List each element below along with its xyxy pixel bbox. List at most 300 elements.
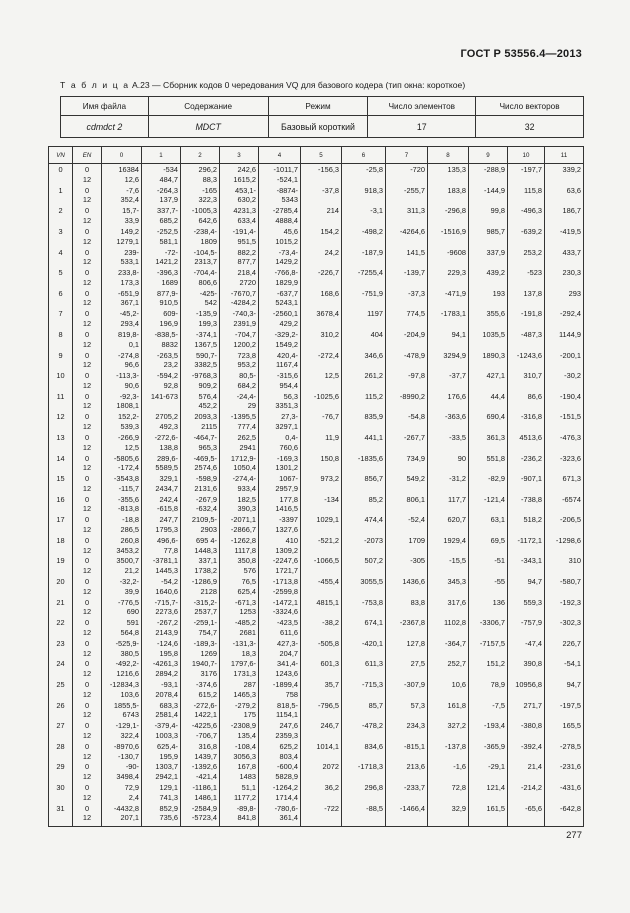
table-cell: -766,8- <box>259 267 301 278</box>
table-cell: -1392,6 <box>181 761 220 772</box>
table-cell: -307,9 <box>386 679 428 690</box>
table-cell: 176,6 <box>428 391 469 402</box>
table-row <box>49 761 584 772</box>
table-cell: -1264,2 <box>259 782 301 793</box>
table-cell <box>386 319 428 329</box>
table-row <box>49 587 584 597</box>
element-number-cell: 0 <box>73 391 102 402</box>
table-row <box>49 443 584 453</box>
table-cell: 2941 <box>220 443 259 453</box>
table-cell: -343,1 <box>508 555 545 566</box>
vector-number-cell: 14 <box>49 452 73 463</box>
vector-number-cell <box>49 669 73 679</box>
table-cell: 355,6 <box>469 308 508 319</box>
table-cell: 601,3 <box>301 658 342 669</box>
table-cell: 1615,2 <box>220 175 259 185</box>
table-cell: 0,1 <box>102 340 142 350</box>
table-cell: 361,4 <box>259 813 301 826</box>
table-cell <box>301 690 342 700</box>
element-number-cell: 12 <box>73 463 102 473</box>
table-cell: 3294,9 <box>428 349 469 360</box>
table-cell: -496,3 <box>508 205 545 216</box>
table-cell: 260,8 <box>102 535 142 546</box>
table-cell: 1416,5 <box>259 504 301 514</box>
table-cell: -54,1 <box>545 658 584 669</box>
table-cell: 1940,7- <box>181 658 220 669</box>
table-cell: -4264,6 <box>386 226 428 237</box>
table-cell: -392,4 <box>508 741 545 752</box>
header-mode: Режим <box>268 97 368 116</box>
table-row <box>49 319 584 329</box>
table-cell: -191,4- <box>220 226 259 237</box>
table-cell: -88,5 <box>342 802 386 813</box>
table-cell <box>428 587 469 597</box>
table-row <box>49 349 584 360</box>
table-row <box>49 216 584 226</box>
table-cell <box>545 422 584 432</box>
table-cell: -1186,1 <box>181 782 220 793</box>
table-cell: 310,2 <box>301 329 342 340</box>
table-cell <box>545 793 584 803</box>
table-cell <box>301 772 342 782</box>
table-cell: 12,5 <box>102 443 142 453</box>
table-cell: -3781,1 <box>142 555 181 566</box>
table-cell: 39,9 <box>102 587 142 597</box>
table-cell: 819,8- <box>102 329 142 340</box>
element-number-cell: 12 <box>73 237 102 247</box>
table-cell: 72,9 <box>102 782 142 793</box>
table-cell: -187,9 <box>342 246 386 257</box>
table-cell: 3382,5 <box>181 360 220 370</box>
table-cell: 218,4 <box>220 267 259 278</box>
element-number-cell: 0 <box>73 308 102 319</box>
vector-number-cell: 20 <box>49 576 73 587</box>
vector-number-cell <box>49 195 73 205</box>
table-cell: 427,3- <box>259 638 301 649</box>
table-cell <box>545 649 584 659</box>
table-row <box>49 596 584 607</box>
element-number-cell: 12 <box>73 669 102 679</box>
table-cell: 1067- <box>259 473 301 484</box>
table-cell <box>469 793 508 803</box>
table-cell: -108,4 <box>220 741 259 752</box>
table-cell: 80,5- <box>220 370 259 381</box>
table-cell: 233,8- <box>102 267 142 278</box>
table-cell <box>428 752 469 762</box>
table-cell: 877,7 <box>220 257 259 267</box>
table-cell: 1829,9 <box>259 278 301 288</box>
element-number-cell: 12 <box>73 752 102 762</box>
codebook-data-header-row <box>49 147 584 164</box>
table-row <box>49 185 584 196</box>
vector-number-cell <box>49 484 73 494</box>
table-cell: 633,4 <box>220 216 259 226</box>
table-cell: -115,7 <box>102 484 142 494</box>
table-cell <box>508 546 545 556</box>
table-cell: 90 <box>428 452 469 463</box>
table-cell: -233,7 <box>386 782 428 793</box>
table-cell: -740,3- <box>220 308 259 319</box>
vector-number-cell <box>49 463 73 473</box>
table-cell: 4888,4 <box>259 216 301 226</box>
table-cell: -54,2 <box>142 576 181 587</box>
table-cell: 5828,9 <box>259 772 301 782</box>
table-cell: 1483 <box>220 772 259 782</box>
table-cell: 2957,9 <box>259 484 301 494</box>
table-cell: 758 <box>259 690 301 700</box>
table-cell: -632,4 <box>181 504 220 514</box>
table-cell <box>508 257 545 267</box>
table-cell: 246,7 <box>301 720 342 731</box>
table-row <box>49 638 584 649</box>
table-cell <box>142 401 181 411</box>
table-cell: 1015,2 <box>259 237 301 247</box>
table-cell <box>545 319 584 329</box>
table-cell: 774,5 <box>386 308 428 319</box>
table-cell: 2143,9 <box>142 628 181 638</box>
table-cell: -598,9 <box>181 473 220 484</box>
element-number-cell: 12 <box>73 731 102 741</box>
table-cell: 1309,2 <box>259 546 301 556</box>
table-cell: -2073 <box>342 535 386 546</box>
table-cell: -192,3 <box>545 596 584 607</box>
table-cell <box>469 752 508 762</box>
vector-number-cell <box>49 340 73 350</box>
table-cell <box>508 463 545 473</box>
element-number-cell: 0 <box>73 226 102 237</box>
table-row <box>49 463 584 473</box>
element-number-cell: 0 <box>73 349 102 360</box>
table-cell: 154,2 <box>301 226 342 237</box>
vector-number-cell <box>49 237 73 247</box>
table-cell: 69,5 <box>469 535 508 546</box>
table-cell: 1738,2 <box>181 566 220 576</box>
table-cell: 1855,5- <box>102 699 142 710</box>
table-cell <box>545 443 584 453</box>
table-cell: 167,8 <box>220 761 259 772</box>
table-cell <box>342 628 386 638</box>
table-cell <box>508 298 545 308</box>
table-cell <box>301 484 342 494</box>
table-cell <box>342 298 386 308</box>
table-cell: 173,3 <box>102 278 142 288</box>
table-cell: -364,7 <box>428 638 469 649</box>
table-row <box>49 381 584 391</box>
table-caption <box>60 80 600 90</box>
table-row <box>49 782 584 793</box>
table-cell: 261,2 <box>342 370 386 381</box>
table-cell: 496,6- <box>142 535 181 546</box>
table-cell: 404 <box>342 329 386 340</box>
table-cell: -8990,2 <box>386 391 428 402</box>
table-cell <box>545 484 584 494</box>
table-row <box>49 802 584 813</box>
table-cell: 4231,3 <box>220 205 259 216</box>
table-cell: 741,3 <box>142 793 181 803</box>
table-cell: 507,2 <box>342 555 386 566</box>
table-cell: 182,5 <box>220 494 259 505</box>
table-cell <box>428 628 469 638</box>
table-cell <box>301 669 342 679</box>
table-cell: -1713,8 <box>259 576 301 587</box>
table-cell: -193,4 <box>469 720 508 731</box>
element-number-cell: 0 <box>73 205 102 216</box>
vector-number-cell <box>49 793 73 803</box>
table-cell: 723,8 <box>220 349 259 360</box>
table-row <box>49 576 584 587</box>
table-cell <box>508 484 545 494</box>
column-header: 5 <box>301 147 342 164</box>
table-cell: -776,5 <box>102 596 142 607</box>
table-row <box>49 793 584 803</box>
table-cell: -204,9 <box>386 329 428 340</box>
table-cell: 27,5 <box>386 658 428 669</box>
element-number-cell: 0 <box>73 720 102 731</box>
vector-number-cell: 23 <box>49 638 73 649</box>
table-cell: -121,4 <box>469 494 508 505</box>
table-cell: 137,8 <box>508 288 545 299</box>
table-cell: -1286,9 <box>181 576 220 587</box>
element-number-cell: 0 <box>73 741 102 752</box>
table-cell: -2866,7 <box>220 525 259 535</box>
table-cell <box>386 752 428 762</box>
table-cell: -419,5 <box>545 226 584 237</box>
table-cell: 346,6 <box>342 349 386 360</box>
table-cell <box>545 340 584 350</box>
table-cell: 581,1 <box>142 237 181 247</box>
table-cell <box>545 381 584 391</box>
header-vector-count: Число векторов <box>476 97 584 116</box>
table-cell: 136 <box>469 596 508 607</box>
table-cell <box>342 216 386 226</box>
table-cell: 1301,2 <box>259 463 301 473</box>
vector-number-cell <box>49 690 73 700</box>
table-cell <box>386 566 428 576</box>
table-row <box>49 422 584 432</box>
table-cell: -267,7 <box>386 432 428 443</box>
table-cell: 141-673 <box>142 391 181 402</box>
vector-number-cell: 1 <box>49 185 73 196</box>
table-cell <box>508 340 545 350</box>
table-cell: -24,4- <box>220 391 259 402</box>
vector-number-cell <box>49 216 73 226</box>
table-cell: 760,6 <box>259 443 301 453</box>
table-cell: 1014,1 <box>301 741 342 752</box>
table-cell: 806,6 <box>181 278 220 288</box>
table-cell: 196,9 <box>142 319 181 329</box>
table-cell: 152,2- <box>102 411 142 422</box>
table-cell: 165,5 <box>545 720 584 731</box>
table-cell: 1003,3 <box>142 731 181 741</box>
table-cell <box>508 649 545 659</box>
table-cell <box>469 216 508 226</box>
table-cell <box>342 525 386 535</box>
table-cell: 207,1 <box>102 813 142 826</box>
table-cell: 115,8 <box>508 185 545 196</box>
table-row <box>49 772 584 782</box>
element-number-cell: 0 <box>73 370 102 381</box>
table-cell: 33,9 <box>102 216 142 226</box>
table-cell: 1448,3 <box>181 546 220 556</box>
table-cell: 539,3 <box>102 422 142 432</box>
table-cell: -637,7 <box>259 288 301 299</box>
table-cell: -236,2 <box>508 452 545 463</box>
table-cell <box>428 463 469 473</box>
table-cell: 317,6 <box>428 596 469 607</box>
element-number-cell: 12 <box>73 504 102 514</box>
table-cell: 0,4- <box>259 432 301 443</box>
table-cell <box>301 813 342 826</box>
table-cell: -316,8 <box>508 411 545 422</box>
table-cell: 117,7 <box>428 494 469 505</box>
table-cell <box>469 175 508 185</box>
table-cell: -33,5 <box>428 432 469 443</box>
element-number-cell: 12 <box>73 422 102 432</box>
table-cell <box>545 731 584 741</box>
table-cell: 99,8 <box>469 205 508 216</box>
table-cell: 410 <box>259 535 301 546</box>
table-cell <box>545 257 584 267</box>
table-cell <box>428 381 469 391</box>
table-cell: -92,3- <box>102 391 142 402</box>
table-cell: 909,2 <box>181 381 220 391</box>
table-cell: -130,7 <box>102 752 142 762</box>
table-cell: 44,4 <box>469 391 508 402</box>
table-cell <box>342 422 386 432</box>
table-cell: -156,3 <box>301 164 342 175</box>
table-caption-text: А.23 — Сборник кодов 0 чередования VQ для базового кодера (тип окна: короткое) <box>129 80 466 90</box>
table-cell <box>508 195 545 205</box>
value-vector-count: 32 <box>476 116 584 138</box>
vector-number-cell <box>49 175 73 185</box>
table-cell <box>508 710 545 720</box>
table-cell: 625,4 <box>220 587 259 597</box>
table-cell <box>469 731 508 741</box>
table-cell: -72- <box>142 246 181 257</box>
vector-number-cell <box>49 443 73 453</box>
table-cell: -113,3- <box>102 370 142 381</box>
table-cell <box>342 257 386 267</box>
table-cell <box>469 525 508 535</box>
element-number-cell: 12 <box>73 793 102 803</box>
table-cell: -9608 <box>428 246 469 257</box>
table-cell: 5343 <box>259 195 301 205</box>
table-cell <box>301 216 342 226</box>
table-cell: -3324,6 <box>259 607 301 617</box>
table-cell: 549,2 <box>386 473 428 484</box>
table-cell: 149,2 <box>102 226 142 237</box>
vector-number-cell: 29 <box>49 761 73 772</box>
table-cell: -76,7 <box>301 411 342 422</box>
table-cell <box>301 649 342 659</box>
element-number-cell: 12 <box>73 772 102 782</box>
table-cell <box>301 340 342 350</box>
table-cell: 24,2 <box>301 246 342 257</box>
page-number: 277 <box>566 830 582 841</box>
table-cell: -30,2 <box>545 370 584 381</box>
table-cell <box>342 278 386 288</box>
table-cell: 289,6- <box>142 452 181 463</box>
table-cell: -151,5 <box>545 411 584 422</box>
table-cell: 337,1 <box>181 555 220 566</box>
table-cell: 3055,5 <box>342 576 386 587</box>
table-cell: 6743 <box>102 710 142 720</box>
table-cell: 350,8 <box>220 555 259 566</box>
table-cell: -82,9 <box>469 473 508 484</box>
table-cell: 933,4 <box>220 484 259 494</box>
table-cell: 835,9 <box>342 411 386 422</box>
table-cell: -431,6 <box>545 782 584 793</box>
table-cell <box>386 463 428 473</box>
table-cell: 2903 <box>181 525 220 535</box>
table-cell <box>469 690 508 700</box>
table-cell <box>508 504 545 514</box>
table-cell <box>428 813 469 826</box>
table-cell: 690 <box>102 607 142 617</box>
vector-number-cell <box>49 422 73 432</box>
table-cell: 953,2 <box>220 360 259 370</box>
table-cell <box>545 237 584 247</box>
vector-number-cell <box>49 381 73 391</box>
vector-number-cell <box>49 813 73 826</box>
table-cell <box>469 340 508 350</box>
table-cell <box>386 813 428 826</box>
table-cell: 2574,6 <box>181 463 220 473</box>
element-number-cell: 12 <box>73 546 102 556</box>
table-cell: -272,4 <box>301 349 342 360</box>
table-cell: 806,1 <box>386 494 428 505</box>
table-cell <box>545 525 584 535</box>
table-cell: 1367,5 <box>181 340 220 350</box>
table-cell <box>428 649 469 659</box>
column-header: 9 <box>469 147 508 164</box>
vector-number-cell <box>49 731 73 741</box>
document-code: ГОСТ Р 53556.4—2013 <box>460 48 582 60</box>
table-cell <box>301 381 342 391</box>
table-cell: 452,2 <box>181 401 220 411</box>
table-cell: -476,3 <box>545 432 584 443</box>
table-cell: -3306,7 <box>469 617 508 628</box>
table-cell <box>386 298 428 308</box>
element-number-cell: 0 <box>73 411 102 422</box>
table-cell <box>545 690 584 700</box>
table-cell: 674,1 <box>342 617 386 628</box>
table-cell: -505,8 <box>301 638 342 649</box>
table-cell <box>508 813 545 826</box>
table-cell <box>428 319 469 329</box>
table-cell: -292,4 <box>545 308 584 319</box>
table-row <box>49 288 584 299</box>
table-cell: 1486,1 <box>181 793 220 803</box>
table-cell <box>342 443 386 453</box>
table-cell: 5243,1 <box>259 298 301 308</box>
table-cell: 252,7 <box>428 658 469 669</box>
table-cell: 492,3 <box>142 422 181 432</box>
table-cell: -478,2 <box>342 720 386 731</box>
table-cell: -615,8 <box>142 504 181 514</box>
table-cell: -420,1 <box>342 638 386 649</box>
table-cell: -52,4 <box>386 514 428 525</box>
element-number-cell: 0 <box>73 679 102 690</box>
table-cell <box>508 587 545 597</box>
table-cell: 427,1 <box>469 370 508 381</box>
table-cell: 3056,3 <box>220 752 259 762</box>
table-cell: 161,8 <box>428 699 469 710</box>
table-cell: 611,3 <box>342 658 386 669</box>
table-row <box>49 175 584 185</box>
table-cell <box>428 772 469 782</box>
table-cell <box>545 463 584 473</box>
